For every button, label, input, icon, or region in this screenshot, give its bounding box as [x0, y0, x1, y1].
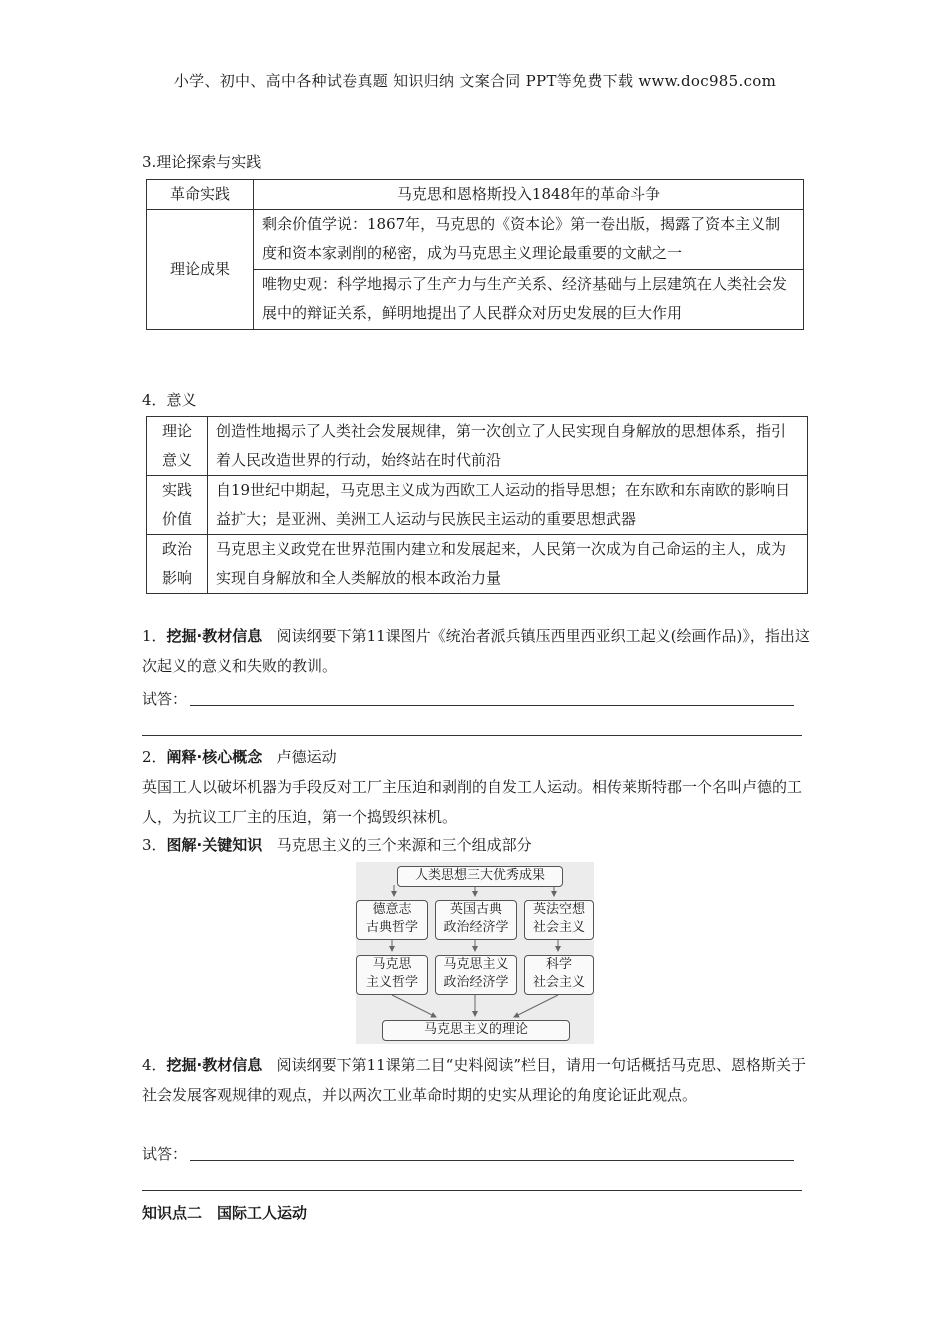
row-label-practice: 革命实践	[147, 180, 254, 210]
marxism-diagram	[356, 862, 594, 1044]
row-text-surplus-value: 剩余价值学说：1867年，马克思的《资本论》第一卷出版，揭露了资本主义制度和资本家剥削的秘密，成为马克思主义理论最重要的文献之一	[254, 210, 804, 270]
question-1: 1．挖掘·教材信息 阅读纲要下第11课图片《统治者派兵镇压西里西亚织工起义(绘画作品)》，指出这次起义的意义和失败的教训。	[142, 627, 810, 675]
question-3: 3．图解·关键知识 马克思主义的三个来源和三个组成部分	[142, 836, 532, 854]
answer-line-4a[interactable]	[190, 1160, 794, 1161]
row-text-practice: 马克思和恩格斯投入1848年的革命斗争	[254, 180, 804, 210]
question-4: 4．挖掘·教材信息 阅读纲要下第11课第二目“史料阅读”栏目，请用一句话概括马克思、恩格斯关于社会发展客观规律的观点，并以两次工业革命时期的史实从理论的角度论证此观点。	[142, 1056, 806, 1104]
diagram-source-socialism: 英法空想 社会主义	[524, 900, 594, 940]
significance-table	[146, 416, 808, 594]
row-text-political: 马克思主义政党在世界范围内建立和发展起来，人民第一次成为自己命运的主人，成为实现自身解放和全人类解放的根本政治力量	[208, 535, 808, 594]
row-text-practice-value: 自19世纪中期起，马克思主义成为西欧工人运动的指导思想；在东欧和东南欧的影响日益扩大；是亚洲、美洲工人运动与民族民主运动的重要思想武器	[208, 476, 808, 535]
diagram-source-economics: 英国古典 政治经济学	[435, 900, 517, 940]
row-text-materialism: 唯物史观：科学地揭示了生产力与生产关系、经济基础与上层建筑在人类社会发展中的辩证关系，鲜明地提出了人民群众对历史发展的巨大作用	[254, 270, 804, 330]
diagram-part-philosophy: 马克思 主义哲学	[356, 955, 428, 995]
row-label-practice-value: 实践 价值	[147, 476, 208, 535]
answer-line-4b[interactable]	[142, 1190, 802, 1191]
row-label-theory: 理论 意义	[147, 417, 208, 476]
knowledge-point-2-heading: 知识点二 国际工人运动	[142, 1204, 308, 1222]
diagram-bottom-box: 马克思主义的理论	[382, 1020, 570, 1041]
answer-label-4: 试答：	[142, 1145, 188, 1163]
row-text-theory: 创造性地揭示了人类社会发展规律，第一次创立了人民实现自身解放的思想体系，指引着人民改造世界的行动，始终站在时代前沿	[208, 417, 808, 476]
question-2: 2．阐释·核心概念 卢德运动	[142, 748, 337, 766]
row-label-political: 政治 影响	[147, 535, 208, 594]
answer-line-1a[interactable]	[190, 705, 794, 706]
row-label-achievement: 理论成果	[147, 210, 254, 330]
section4-title: 4．意义	[142, 391, 197, 409]
diagram-arrows	[356, 862, 594, 1044]
theory-practice-table	[146, 179, 804, 330]
answer-line-1b[interactable]	[142, 735, 802, 736]
diagram-part-economics: 马克思主义 政治经济学	[435, 955, 517, 995]
section3-title: 3.理论探索与实践	[142, 153, 262, 171]
diagram-source-philosophy: 德意志 古典哲学	[356, 900, 428, 940]
answer-label-1: 试答：	[142, 690, 188, 708]
diagram-top-box: 人类思想三大优秀成果	[397, 866, 563, 887]
page-header: 小学、初中、高中各种试卷真题 知识归纳 文案合同 PPT等免费下载 www.doc985.com	[173, 72, 777, 90]
luddite-definition: 英国工人以破坏机器为手段反对工厂主压迫和剥削的自发工人运动。相传莱斯特郡一个名叫卢德的工人，为抗议工厂主的压迫，第一个捣毁织袜机。	[142, 778, 803, 826]
diagram-part-socialism: 科学 社会主义	[524, 955, 594, 995]
